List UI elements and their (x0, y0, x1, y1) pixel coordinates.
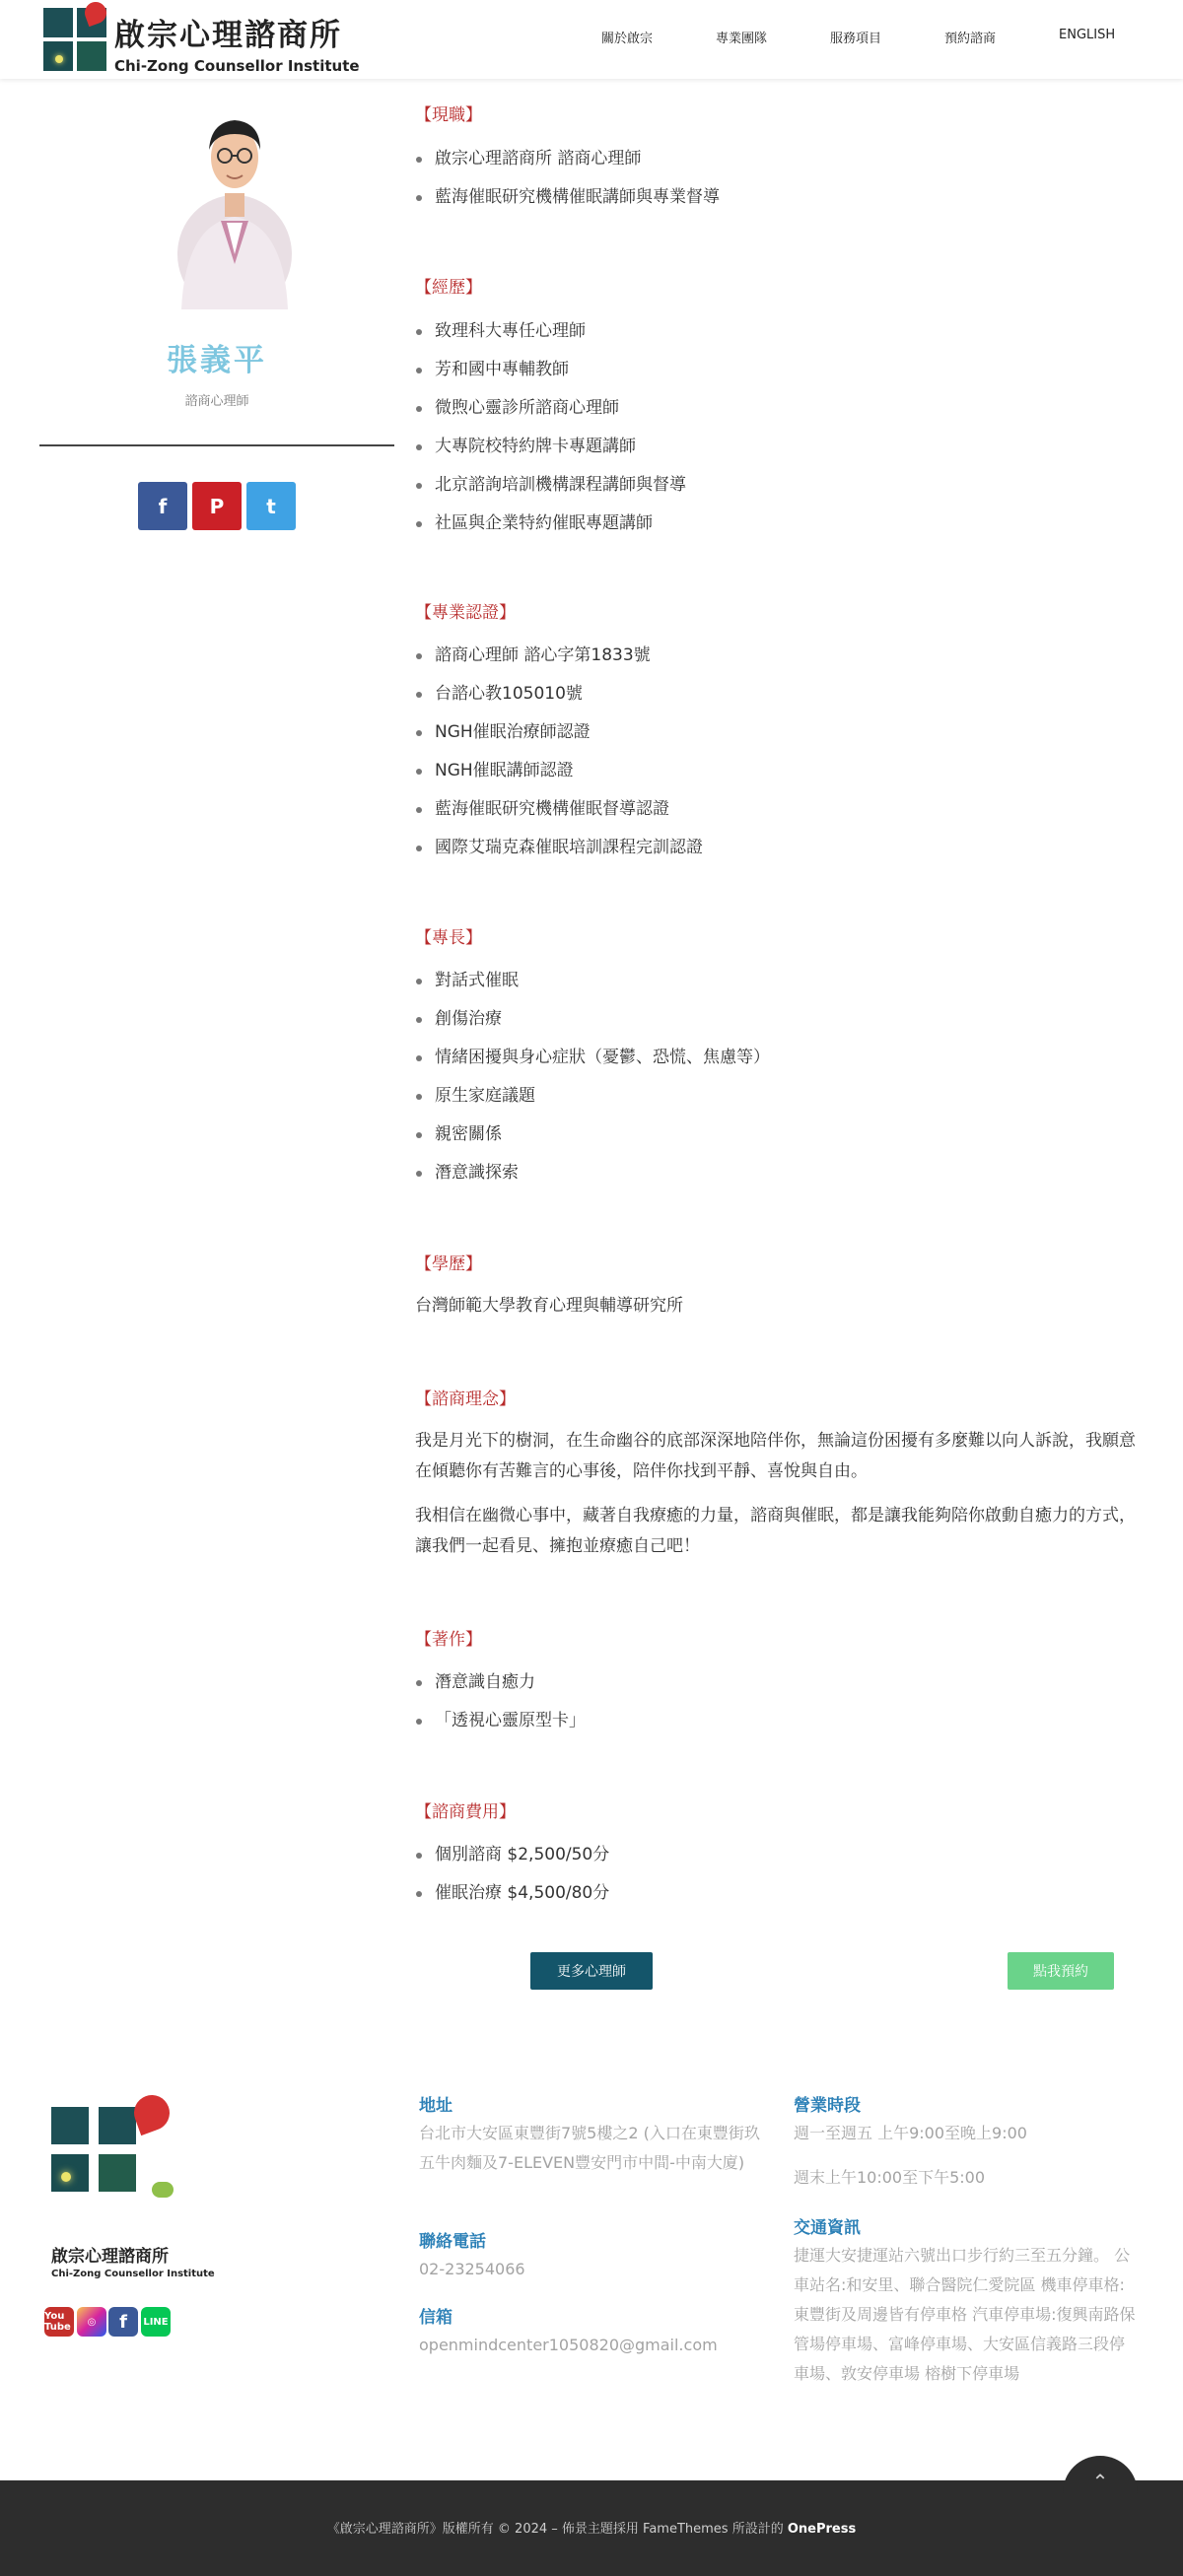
philosophy-paragraph-2: 我相信在幽微心事中，藏著自我療癒的力量，諮商與催眠，都是讓我能夠陪你啟動自癒力的方式，讓我們一起看見、擁抱並療癒自己吧！ (415, 1506, 1136, 1556)
footer-logo-subtitle: Chi-Zong Counsellor Institute (51, 2269, 215, 2279)
line-icon: LINE (143, 2316, 169, 2328)
list-fees (415, 1842, 609, 1919)
logo-subtitle: Chi-Zong Counsellor Institute (114, 57, 360, 75)
list-current (415, 146, 720, 223)
phone-title: 聯絡電話 (419, 2232, 486, 2252)
pinterest-icon: P (209, 494, 225, 518)
list-experience (415, 318, 686, 549)
list-item: 微煦心靈診所諮商心理師 (415, 395, 686, 434)
line-link[interactable] (141, 2307, 171, 2337)
section-title-philosophy: 【諮商理念】 (415, 1390, 516, 1409)
philosophy-paragraph-1: 我是月光下的樹洞，在生命幽谷的底部深深地陪伴你，無論這份困擾有多麼難以向人訴說，我願意在傾聽你有苦難言的心事後，陪伴你找到平靜、喜悅與自由。 (415, 1431, 1136, 1481)
list-works (415, 1669, 586, 1746)
list-item: 情緒困擾與身心症狀（憂鬱、恐慌、焦慮等） (415, 1045, 770, 1083)
transport-text: 捷運大安捷運站六號出口步行約三至五分鐘。 公車站名:和安里、聯合醫院仁愛院區 機車停車格:東豐街及周邊皆有停車格 汽車停車場:復興南路保管場停車場、富峰停車場、大安區信義路三段停車場、敦安停車場 榕樹下停車場 (794, 2246, 1136, 2383)
main-nav (0, 28, 1183, 47)
list-item: 台諮心教105010號 (415, 681, 703, 719)
section-title-expertise: 【專長】 (415, 928, 482, 948)
list-item: 原生家庭議題 (415, 1083, 770, 1121)
list-item: 潛意識自癒力 (415, 1669, 586, 1708)
section-title-education: 【學歷】 (415, 1254, 482, 1274)
instagram-link[interactable] (77, 2307, 106, 2337)
hours-weekend: 週末上午10:00至下午5:00 (794, 2168, 986, 2187)
list-item: NGH催眠講師認證 (415, 758, 703, 796)
facebook-share-button[interactable] (138, 482, 187, 530)
more-counsellors-button[interactable]: 更多心理師 (530, 1952, 653, 1990)
transport-title: 交通資訊 (794, 2218, 861, 2238)
nav-services[interactable]: 服務項目 (830, 32, 882, 46)
list-item: 致理科大專任心理師 (415, 318, 686, 357)
nav-team[interactable]: 專業團隊 (716, 32, 768, 46)
chevron-up-icon: ⌃ (1091, 2470, 1109, 2493)
list-item: 創傷治療 (415, 1006, 770, 1045)
counsellor-role: 諮商心理師 (184, 394, 249, 409)
section-title-fees: 【諮商費用】 (415, 1802, 516, 1822)
list-item: 催眠治療 $4,500/80分 (415, 1880, 609, 1919)
address-title: 地址 (419, 2096, 452, 2116)
nav-about[interactable]: 關於啟宗 (601, 32, 654, 46)
list-item: 親密關係 (415, 1121, 770, 1160)
footer-logo-title: 啟宗心理諮商所 (51, 2247, 169, 2267)
book-appointment-button[interactable]: 點我預約 (1008, 1952, 1114, 1990)
copyright-text: 《啟宗心理諮商所》版權所有 © 2024 – 佈景主題採用 FameThemes 所設計的 (326, 2522, 784, 2537)
youtube-link[interactable] (44, 2307, 74, 2337)
sidebar-divider (39, 444, 394, 446)
counsellor-photo (174, 106, 296, 309)
list-item: 芳和國中專輔教師 (415, 357, 686, 395)
list-item: 啟宗心理諮商所 諮商心理師 (415, 146, 720, 184)
list-item: 潛意識探索 (415, 1160, 770, 1198)
list-item: 國際艾瑞克森催眠培訓課程完訓認證 (415, 835, 703, 873)
facebook-link[interactable] (108, 2307, 138, 2337)
section-title-works: 【著作】 (415, 1630, 482, 1650)
twitter-share-button[interactable] (246, 482, 296, 530)
phone-text[interactable]: 02-23254066 (419, 2260, 525, 2278)
address-text: 台北市大安區東豐街7號5樓之2 (入口在東豐街玖五牛肉麵及7-ELEVEN豐安門市中間-中南大廈) (419, 2124, 760, 2172)
twitter-icon: t (266, 494, 276, 518)
back-to-top-button[interactable] (1063, 2456, 1138, 2499)
list-item: 社區與企業特約催眠專題講師 (415, 510, 686, 549)
list-item: NGH催眠治療師認證 (415, 719, 703, 758)
hours-weekday: 週一至週五 上午9:00至晚上9:00 (794, 2124, 1027, 2142)
pinterest-share-button[interactable] (192, 482, 242, 530)
theme-link[interactable]: OnePress (787, 2522, 857, 2537)
list-item: 個別諮商 $2,500/50分 (415, 1842, 609, 1880)
list-item: 大專院校特約牌卡專題講師 (415, 434, 686, 472)
instagram-icon: ◎ (87, 2316, 97, 2328)
email-text[interactable]: openmindcenter1050820@gmail.com (419, 2336, 718, 2354)
youtube-icon: You Tube (44, 2311, 71, 2333)
list-expertise (415, 968, 770, 1198)
facebook-icon: f (119, 2311, 127, 2333)
education-text: 台灣師範大學教育心理與輔導研究所 (415, 1296, 683, 1316)
logo-title: 啟宗心理諮商所 (114, 18, 342, 53)
facebook-icon: f (158, 494, 168, 518)
list-item: 諮商心理師 諮心字第1833號 (415, 643, 703, 681)
nav-booking[interactable]: 預約諮商 (944, 32, 997, 46)
list-item: 藍海催眠研究機構催眠督導認證 (415, 796, 703, 835)
section-title-certification: 【專業認證】 (415, 603, 516, 623)
list-item: 北京諮詢培訓機構課程講師與督導 (415, 472, 686, 510)
section-title-current: 【現職】 (415, 105, 482, 125)
hours-title: 營業時段 (794, 2096, 861, 2116)
nav-english[interactable]: ENGLISH (1059, 28, 1116, 42)
counsellor-name: 張義平 (167, 343, 267, 378)
copyright (0, 2518, 1183, 2537)
list-item: 「透視心靈原型卡」 (415, 1708, 586, 1746)
list-item: 藍海催眠研究機構催眠講師與專業督導 (415, 184, 720, 223)
email-title: 信箱 (419, 2308, 452, 2328)
section-title-experience: 【經歷】 (415, 278, 482, 298)
site-header (0, 0, 1183, 79)
list-item: 對話式催眠 (415, 968, 770, 1006)
list-certification (415, 643, 703, 873)
